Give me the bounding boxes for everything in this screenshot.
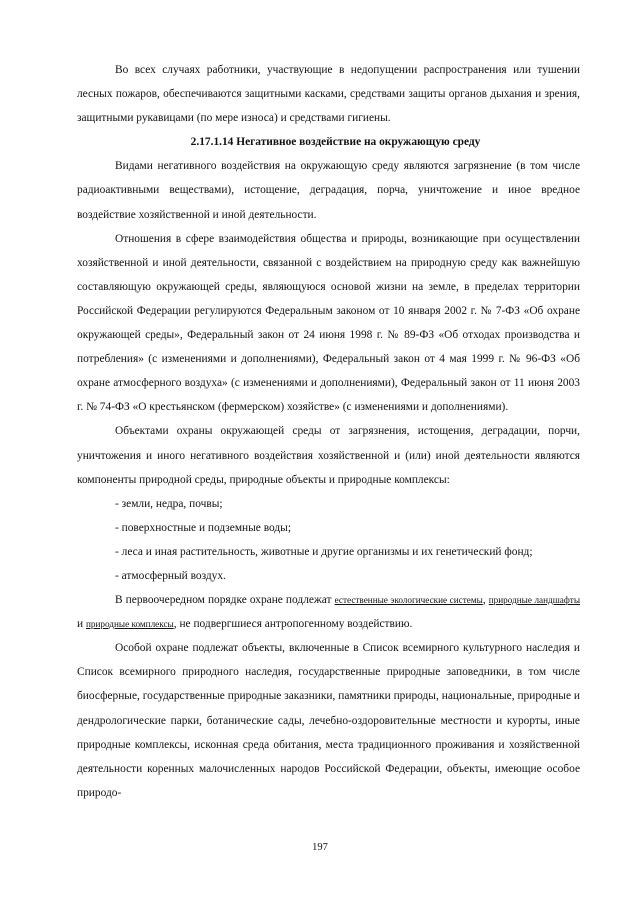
priority-separator: , [482,594,489,607]
document-page [77,58,580,805]
priority-separator: и [77,618,86,631]
priority-tail-text: , не подвергшиеся антропогенному воздействию. [173,618,413,631]
link-natural-complexes[interactable]: природные комплексы [85,619,174,630]
list-item: - атмосферный воздух. [115,569,226,582]
paragraph-legislation: Отношения в сфере взаимодействия общества и природы, возникающие при осуществлении хозяйственной и иной деятельности, связанной с воздействием на природную среду как важнейшую составляющую окружающей среды, являющуюся основой жизни на земле, в пределах территории Российской Федерации регулируются Федеральным законом от 10 января 2002 г. № 7-ФЗ «Об охране окружающей среды», Федеральный закон от 24 июня 1998 г. № 89-ФЗ «Об отходах производства и потребления» (с изменениями и дополнениями), Федеральный закон от 4 мая 1999 г. № 96-ФЗ «Об охране атмосферного воздуха» (с изменениями и дополнениями), Федеральный закон от 11 июня 2003 г. № 74-ФЗ «О крестьянском (фермерском) хозяйстве» (с изменениями и дополнениями). [77,232,580,414]
priority-lead-text: В первоочередном порядке охране подлежат [115,594,335,607]
link-natural-ecosystems[interactable]: естественные экологические системы [334,595,483,606]
link-natural-landscapes[interactable]: природные ландшафты [488,595,580,606]
paragraph-protection-objects: Объектами охраны окружающей среды от загрязнения, истощения, деградации, порчи, уничтожения и иного негативного воздействия хозяйственной и (или) иной деятельности являются компоненты природной среды, природные объекты и природные комплексы: [77,425,580,486]
paragraph-impact-types: Видами негативного воздействия на окружающую среду являются загрязнение (в том числе радиоактивными веществами), истощение, деградация, порча, уничтожение и иное вредное воздействие хозяйственной и иной деятельности. [77,160,580,221]
list-item: - поверхностные и подземные воды; [115,521,291,534]
list-item: - земли, недра, почвы; [115,497,223,510]
paragraph-special-protection: Особой охране подлежат объекты, включенные в Список всемирного культурного наследия и Список всемирного природного наследия, государственные природные заповедники, в том числе биосферные, государственные природные заказники, памятники природы, национальные, природные и дендрологические парки, ботанические сады, лечебно-оздоровительные местности и курорты, иные природные комплексы, исконная среда обитания, места традиционного проживания и хозяйственной деятельности коренных малочисленных народов Российской Федерации, объекты, имеющие особое природо- [77,642,580,799]
paragraph-priority-protection [77,588,580,636]
intro-paragraph: Во всех случаях работники, участвующие в недопущении распространения или тушении лесных пожаров, обеспечиваются защитными касками, средствами защиты органов дыхания и зрения, защитными рукавицами (по мере износа) и средствами гигиены. [77,64,580,125]
page-number: 197 [312,842,328,853]
list-item: - леса и иная растительность, животные и другие организмы и их генетический фонд; [115,545,533,558]
protection-objects-list [77,492,580,588]
section-heading: 2.17.1.14 Негативное воздействие на окружающую среду [190,136,481,149]
